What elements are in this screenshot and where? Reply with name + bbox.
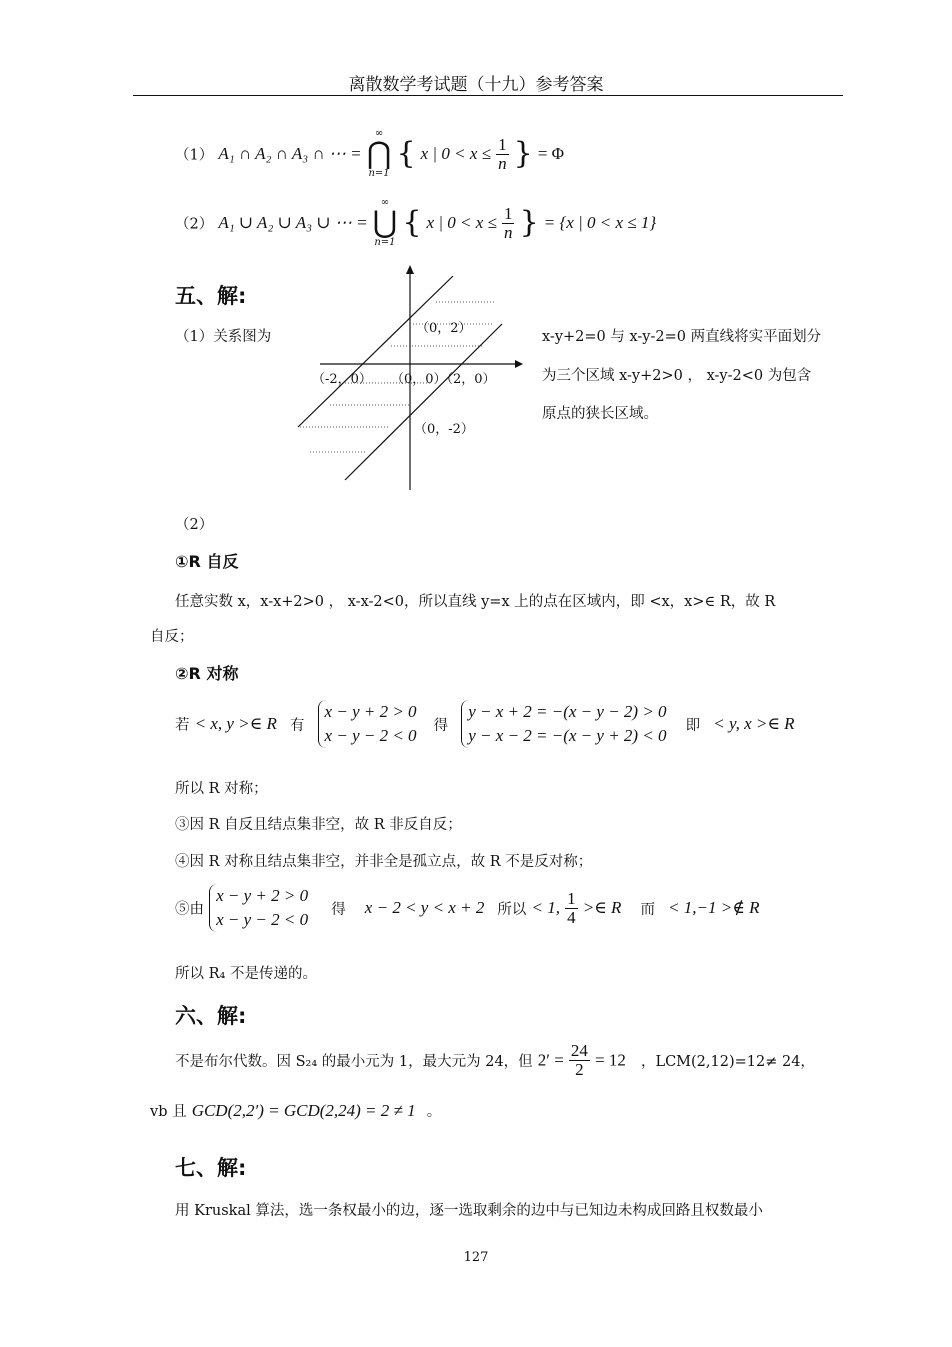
trans-pair-pre: < 1, (531, 898, 560, 917)
sec5-item2: （2） (175, 517, 214, 533)
label-point-0-2: （0，2） (416, 321, 472, 336)
sym-system-2 (461, 700, 666, 748)
sec6-fraction (569, 1042, 590, 1079)
trans-get: 得 (331, 901, 346, 918)
eq1-den: n (498, 153, 507, 173)
eq1-op: ⋂ (366, 136, 392, 171)
eq1-label: （1） (175, 147, 214, 164)
sym-sys1-a: x − y + 2 > 0 (324, 702, 417, 721)
eq1-sup: ∞ (374, 128, 384, 139)
trans-num: 1 (567, 888, 576, 908)
trans-pair-post: >∈ R (582, 898, 622, 917)
eq2-operator (373, 197, 398, 249)
trans-fraction (565, 890, 578, 927)
eq1-operator (367, 128, 392, 180)
equation-1 (175, 128, 564, 180)
label-point-0-neg2: （0，-2） (414, 422, 474, 437)
line-x-y-plus-2 (298, 276, 453, 427)
eq1-num: 1 (498, 134, 507, 154)
eq2-rbrace: } (519, 205, 539, 240)
sym-if: 若 (175, 717, 190, 734)
sec6-gcd: GCD(2,2′) = GCD(2,24) = 2 ≠ 1 (191, 1101, 416, 1120)
page-header: 离散数学考试题（十九）参考答案 (348, 75, 604, 95)
eq2-sub: n=1 (374, 237, 396, 248)
sec7-line-1: 用 Kruskal 算法，选一条权最小的边，逐一选取剩余的边中与已知边未构成回路且权数最小 (175, 1203, 763, 1219)
sec5-desc-2: 为三个区域 x-y+2>0 ， x-y-2<0 为包含 (542, 368, 812, 384)
eq2-label: （2） (175, 216, 214, 233)
sym-ie: 即 (685, 717, 701, 734)
label-point-neg2-0: （-2，0） (312, 372, 372, 387)
trans-sys-b: x − y − 2 < 0 (216, 910, 309, 929)
trans-sys-a: x − y + 2 > 0 (216, 886, 309, 905)
sec5-desc-3: 原点的狭长区域。 (542, 406, 658, 422)
eq2-den: n (503, 222, 513, 242)
eq2-op: ⋃ (372, 205, 398, 240)
sec6-eq12: = 12 (595, 1050, 626, 1070)
trans-but: 而 (640, 901, 655, 918)
eq1-set: x | 0 < x ≤ (420, 144, 491, 163)
eq1-lhs: A₁ ∩ A₂ ∩ A₃ ∩ ⋯ = (218, 144, 362, 163)
eq2-rhs: = {x | 0 < x ≤ 1} (543, 213, 657, 232)
x-axis-arrow (515, 360, 523, 368)
sec6-line2c: 。 (426, 1104, 442, 1120)
trans-by: ⑤由 (175, 901, 204, 918)
reflexive-line-2: 自反； (150, 629, 194, 645)
sec6-num: 24 (570, 1041, 588, 1060)
reflexive-line-1: 任意实数 x，x-x+2>0 ， x-x-2<0，所以直线 y=x 上的点在区域内，即 <x，x>∈ R，故 R (175, 594, 776, 610)
sym-result: < y, x >∈ R (713, 714, 795, 733)
trans-system (209, 884, 308, 932)
sym-have: 有 (289, 717, 305, 734)
trans-conclusion: 所以 R₄ 不是传递的。 (175, 966, 317, 982)
eq1-rbrace: } (513, 136, 533, 171)
eq1-fraction (496, 136, 509, 173)
sym-sys1-b: x − y − 2 < 0 (324, 726, 417, 745)
sym-system-1 (318, 700, 417, 748)
section-7-title: 七、解: (175, 1156, 247, 1180)
sec5-item1: （1）关系图为 (175, 329, 272, 345)
line-x-y-minus-2 (345, 324, 502, 480)
eq1-lbrace: { (396, 136, 416, 171)
sec6-prime: 2′ = (537, 1050, 564, 1070)
sym-sys2-b: y − x − 2 = −(x − y + 2) < 0 (468, 726, 667, 745)
sym-pair: < x, y >∈ R (194, 714, 277, 733)
section-6-title: 六、解: (175, 1004, 247, 1028)
label-point-0-0: （0，0） (391, 372, 447, 387)
transitive-derivation (175, 884, 759, 932)
sec6-line2a: vb 且 (150, 1104, 187, 1120)
eq2-fraction (502, 205, 515, 242)
sym-conclusion: 所以 R 对称； (175, 781, 268, 797)
sec6-line1b: ，LCM(2,12)=12≠ 24， (640, 1054, 815, 1070)
eq2-set: x | 0 < x ≤ (426, 213, 497, 232)
irreflexive-line: ③因 R 自反且结点集非空，故 R 非反自反； (175, 817, 462, 833)
label-point-2-0: （2，0） (440, 372, 496, 387)
eq2-num: 1 (503, 203, 513, 223)
eq1-rhs: = Φ (537, 144, 565, 163)
sym-get: 得 (433, 717, 449, 734)
sec6-line-2 (150, 1100, 441, 1121)
eq2-lhs: A₁ ∪ A₂ ∪ A₃ ∪ ⋯ = (218, 213, 368, 232)
symmetric-title: ②R 对称 (175, 664, 239, 683)
trans-notin: < 1,−1 >∉ R (668, 898, 760, 917)
eq2-sup: ∞ (380, 197, 390, 208)
eq2-lbrace: { (402, 205, 422, 240)
sec6-den: 2 (575, 1060, 584, 1079)
y-axis-arrow (406, 265, 414, 274)
equation-2 (175, 197, 656, 249)
antisymmetric-line: ④因 R 对称且结点集非空，并非全是孤立点，故 R 不是反对称； (175, 854, 593, 870)
symmetric-derivation (175, 700, 795, 748)
trans-den: 4 (567, 907, 576, 927)
reflexive-title: ①R 自反 (175, 552, 239, 571)
eq1-sub: n=1 (368, 168, 390, 179)
section-5-title: 五、解: (175, 284, 247, 308)
page-number: 127 (463, 1250, 489, 1265)
trans-so: 所以 (497, 901, 527, 918)
header-rule (133, 95, 843, 96)
sec5-desc-1: x-y+2=0 与 x-y-2=0 两直线将实平面划分 (542, 329, 822, 345)
relation-graph (290, 262, 530, 492)
sym-sys2-a: y − x + 2 = −(x − y − 2) > 0 (468, 702, 667, 721)
trans-inequality: x − 2 < y < x + 2 (364, 898, 485, 917)
sec6-line-1 (175, 1042, 815, 1079)
sec6-line1a: 不是布尔代数。因 S₂₄ 的最小元为 1，最大元为 24，但 (175, 1054, 533, 1070)
